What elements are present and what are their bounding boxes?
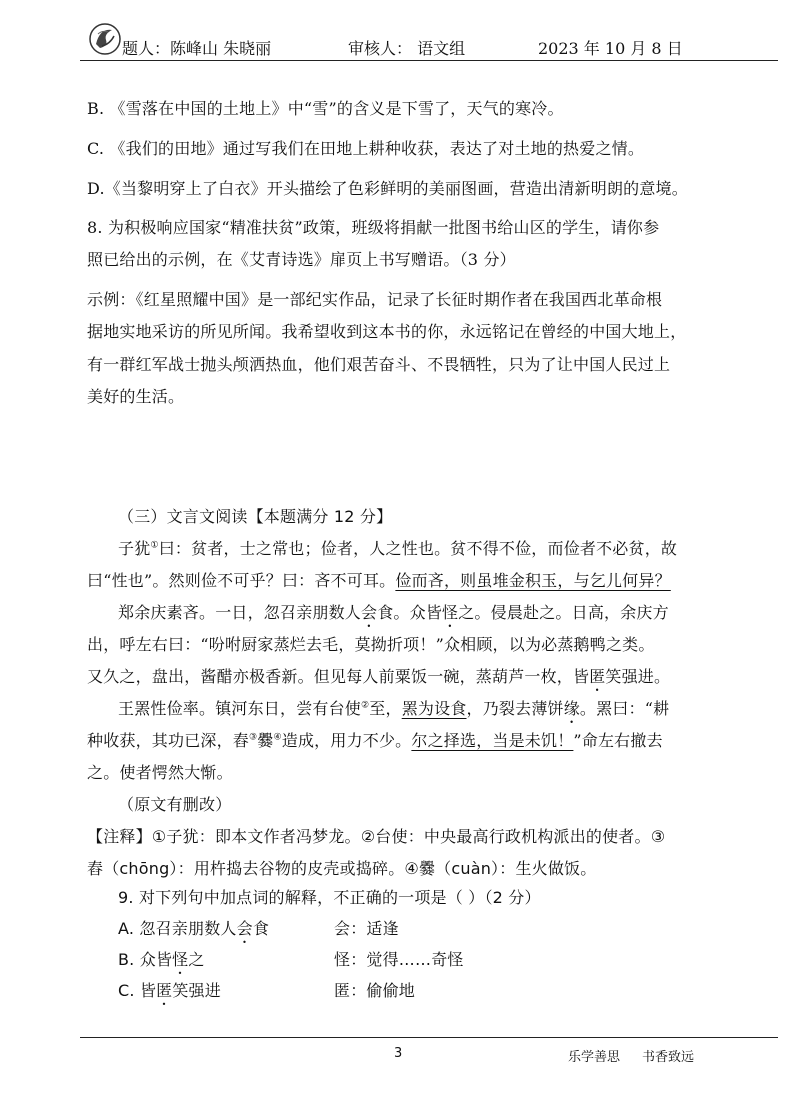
q8-line1: 8. 为积极响应国家“精准扶贫”政策，班级将捐献一批图书给山区的学生，请你参: [87, 218, 660, 237]
footer-divider: [80, 1037, 778, 1038]
passage-p2-line3: 又久之，盘出，酱醋亦极香新。但见每人前粟饭一碗，蒸葫芦一枚，皆匿笑强进。: [87, 667, 671, 686]
q9-option-b-definition: 怪：觉得……奇怪: [334, 950, 464, 969]
passage-p1-line1: 子犹①曰：贫者，士之常也；俭者，人之性也。贫不得不俭，而俭者不必贫，故: [118, 539, 678, 558]
header-divider: [80, 60, 778, 61]
option-b: B. 《雪落在中国的土地上》中“雪”的含义是下雪了，天气的寒冷。: [87, 99, 564, 118]
q9-stem: 9. 对下列句中加点词的解释，不正确的一项是（ ）（2 分）: [118, 888, 541, 907]
footer-motto: 乐学善思 书香致远: [568, 1050, 695, 1065]
q9-option-b: B. 众皆怪之: [118, 950, 205, 969]
page-number: 3: [394, 1046, 403, 1061]
q9-option-a: A. 忽召亲朋数人会食: [118, 919, 270, 938]
passage-p2-line1: 郑余庆素吝。一日，忽召亲朋数人会食。众皆怪之。侵晨赴之。日高，余庆方: [118, 603, 669, 622]
page-header: [122, 36, 683, 59]
underlined-sentence-3: 尔之择选，当是未饥！: [411, 731, 574, 750]
notes-line2: 舂（chōng）：用杵捣去谷物的皮壳或捣碎。④爨（cuàn）：生火做饭。: [87, 859, 597, 878]
passage-p3-line1: 王罴性俭率。镇河东日，尝有台使②至，罴为设食，乃裂去薄饼缘。罴曰：“耕: [118, 699, 670, 718]
underlined-sentence-1: 俭而吝，则虽堆金积玉，与乞儿何异？: [395, 571, 671, 590]
notes-line1: 【注释】①子犹：即本文作者冯梦龙。②台使：中央最高行政机构派出的使者。③: [87, 827, 666, 846]
q8-example-line4: 美好的生活。: [87, 387, 185, 406]
header-author: 题人：陈峰山 朱晓丽: [122, 39, 272, 58]
header-date: 2023 年 10 月 8 日: [538, 39, 683, 58]
q8-example-line2: 据地实地采访的所见所闻。我希望收到这本书的你，永远铭记在曾经的中国大地上，: [87, 322, 687, 341]
header-reviewer: 审核人： 语文组: [348, 39, 466, 58]
q8-example-line1: 示例：《红星照耀中国》是一部纪实作品，记录了长征时期作者在我国西北革命根: [87, 290, 663, 309]
passage-p1-line2: 曰“性也”。然则俭不可乎？曰：吝不可耳。俭而吝，则虽堆金积玉，与乞儿何异？: [87, 571, 671, 590]
q8-line2: 照已给出的示例，在《艾青诗选》扉页上书写赠语。（3 分）: [87, 250, 516, 269]
passage-p3-line2: 种收获，其功已深，舂③爨④造成，用力不少。尔之择选，当是未饥！”命左右撤去: [87, 731, 663, 750]
passage-source: （原文有删改）: [118, 795, 232, 814]
underlined-sentence-2: 罴为设食: [401, 699, 467, 718]
q9-option-c: C. 皆匿笑强进: [118, 981, 221, 1000]
option-d: D.《当黎明穿上了白衣》开头描绘了色彩鲜明的美丽图画，营造出清新明朗的意境。: [87, 179, 688, 198]
passage-p2-line2: 出，呼左右曰：“吩咐厨家蒸烂去毛，莫拗折项！”众相顾，以为必蒸鹅鸭之类。: [87, 635, 655, 654]
section-title: （三）文言文阅读【本题满分 12 分】: [118, 507, 393, 526]
option-c: C. 《我们的田地》通过写我们在田地上耕种收获，表达了对土地的热爱之情。: [87, 139, 645, 158]
school-logo-icon: [88, 22, 122, 56]
passage-p3-line3: 之。使者愕然大惭。: [87, 763, 233, 782]
q8-example-line3: 有一群红军战士抛头颅洒热血，他们艰苦奋斗、不畏牺牲，只为了让中国人民过上: [87, 355, 671, 374]
q9-option-a-definition: 会：适逢: [334, 919, 399, 938]
q9-option-c-definition: 匿：偷偷地: [334, 981, 416, 1000]
